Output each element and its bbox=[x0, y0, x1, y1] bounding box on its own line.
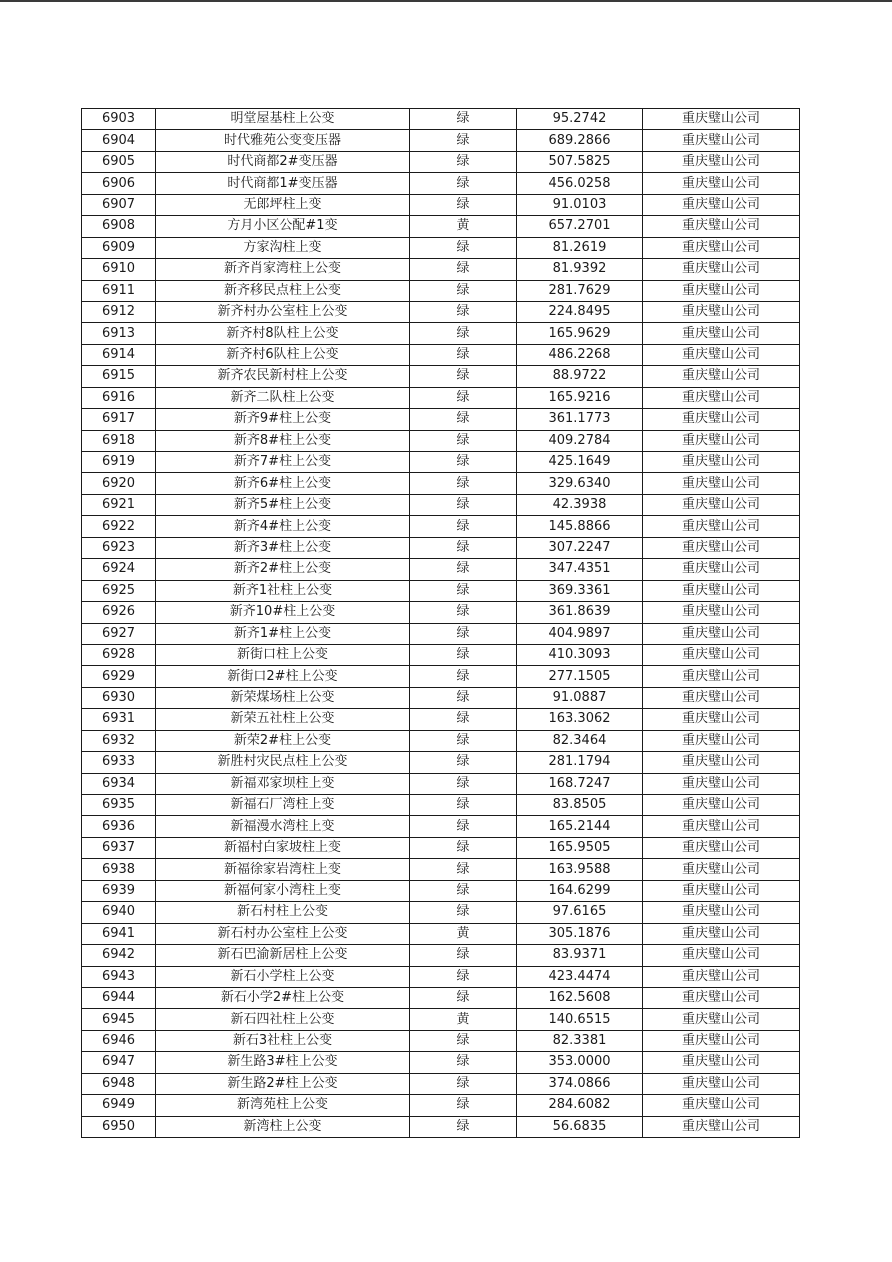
company-cell: 重庆璧山公司 bbox=[643, 323, 800, 344]
row-id-cell: 6915 bbox=[82, 366, 156, 387]
status-cell: 绿 bbox=[410, 730, 517, 751]
value-cell: 165.9216 bbox=[517, 387, 643, 408]
row-id-cell: 6944 bbox=[82, 987, 156, 1008]
company-cell: 重庆璧山公司 bbox=[643, 987, 800, 1008]
table-row bbox=[82, 816, 800, 837]
transformer-name-cell: 新街口柱上公变 bbox=[156, 644, 410, 665]
transformer-name-cell: 新生路2#柱上公变 bbox=[156, 1073, 410, 1094]
value-cell: 163.3062 bbox=[517, 709, 643, 730]
status-cell: 绿 bbox=[410, 945, 517, 966]
status-cell: 绿 bbox=[410, 173, 517, 194]
value-cell: 140.6515 bbox=[517, 1009, 643, 1030]
value-cell: 329.6340 bbox=[517, 473, 643, 494]
value-cell: 88.9722 bbox=[517, 366, 643, 387]
status-cell: 绿 bbox=[410, 816, 517, 837]
company-cell: 重庆璧山公司 bbox=[643, 344, 800, 365]
company-cell: 重庆璧山公司 bbox=[643, 1009, 800, 1030]
value-cell: 486.2268 bbox=[517, 344, 643, 365]
table-row bbox=[82, 430, 800, 451]
status-cell: 绿 bbox=[410, 344, 517, 365]
value-cell: 42.3938 bbox=[517, 494, 643, 515]
row-id-cell: 6941 bbox=[82, 923, 156, 944]
table-row bbox=[82, 666, 800, 687]
value-cell: 369.3361 bbox=[517, 580, 643, 601]
row-id-cell: 6920 bbox=[82, 473, 156, 494]
transformer-name-cell: 新石村办公室柱上公变 bbox=[156, 923, 410, 944]
table-row bbox=[82, 1116, 800, 1137]
table-row bbox=[82, 623, 800, 644]
value-cell: 83.8505 bbox=[517, 795, 643, 816]
row-id-cell: 6910 bbox=[82, 259, 156, 280]
row-id-cell: 6938 bbox=[82, 859, 156, 880]
row-id-cell: 6926 bbox=[82, 602, 156, 623]
table-row bbox=[82, 644, 800, 665]
table-row bbox=[82, 559, 800, 580]
row-id-cell: 6912 bbox=[82, 301, 156, 322]
row-id-cell: 6934 bbox=[82, 773, 156, 794]
table-row bbox=[82, 752, 800, 773]
status-cell: 绿 bbox=[410, 259, 517, 280]
row-id-cell: 6908 bbox=[82, 216, 156, 237]
status-cell: 绿 bbox=[410, 752, 517, 773]
status-cell: 黄 bbox=[410, 923, 517, 944]
transformer-name-cell: 新齐2#柱上公变 bbox=[156, 559, 410, 580]
row-id-cell: 6917 bbox=[82, 409, 156, 430]
table-row bbox=[82, 237, 800, 258]
company-cell: 重庆璧山公司 bbox=[643, 752, 800, 773]
row-id-cell: 6929 bbox=[82, 666, 156, 687]
company-cell: 重庆璧山公司 bbox=[643, 1116, 800, 1137]
table-row bbox=[82, 109, 800, 130]
row-id-cell: 6947 bbox=[82, 1052, 156, 1073]
row-id-cell: 6924 bbox=[82, 559, 156, 580]
transformer-name-cell: 新石巴渝新居柱上公变 bbox=[156, 945, 410, 966]
status-cell: 绿 bbox=[410, 644, 517, 665]
row-id-cell: 6932 bbox=[82, 730, 156, 751]
table-row bbox=[82, 366, 800, 387]
status-cell: 绿 bbox=[410, 494, 517, 515]
table-row bbox=[82, 945, 800, 966]
status-cell: 绿 bbox=[410, 301, 517, 322]
table-row bbox=[82, 452, 800, 473]
value-cell: 689.2866 bbox=[517, 130, 643, 151]
status-cell: 绿 bbox=[410, 880, 517, 901]
row-id-cell: 6907 bbox=[82, 194, 156, 215]
status-cell: 绿 bbox=[410, 280, 517, 301]
value-cell: 145.8866 bbox=[517, 516, 643, 537]
table-row bbox=[82, 473, 800, 494]
table-row bbox=[82, 1052, 800, 1073]
row-id-cell: 6946 bbox=[82, 1030, 156, 1051]
table-row bbox=[82, 602, 800, 623]
table-row bbox=[82, 773, 800, 794]
row-id-cell: 6933 bbox=[82, 752, 156, 773]
row-id-cell: 6939 bbox=[82, 880, 156, 901]
row-id-cell: 6930 bbox=[82, 687, 156, 708]
value-cell: 95.2742 bbox=[517, 109, 643, 130]
value-cell: 165.9505 bbox=[517, 837, 643, 858]
status-cell: 绿 bbox=[410, 323, 517, 344]
company-cell: 重庆璧山公司 bbox=[643, 130, 800, 151]
row-id-cell: 6919 bbox=[82, 452, 156, 473]
table-row bbox=[82, 1030, 800, 1051]
table-row bbox=[82, 259, 800, 280]
row-id-cell: 6909 bbox=[82, 237, 156, 258]
table-row bbox=[82, 194, 800, 215]
row-id-cell: 6923 bbox=[82, 537, 156, 558]
transformer-name-cell: 新齐村8队柱上公变 bbox=[156, 323, 410, 344]
value-cell: 657.2701 bbox=[517, 216, 643, 237]
table-row bbox=[82, 902, 800, 923]
status-cell: 绿 bbox=[410, 366, 517, 387]
row-id-cell: 6905 bbox=[82, 151, 156, 172]
status-cell: 绿 bbox=[410, 902, 517, 923]
value-cell: 456.0258 bbox=[517, 173, 643, 194]
company-cell: 重庆璧山公司 bbox=[643, 387, 800, 408]
row-id-cell: 6904 bbox=[82, 130, 156, 151]
company-cell: 重庆璧山公司 bbox=[643, 602, 800, 623]
value-cell: 425.1649 bbox=[517, 452, 643, 473]
value-cell: 410.3093 bbox=[517, 644, 643, 665]
value-cell: 82.3464 bbox=[517, 730, 643, 751]
table-row bbox=[82, 880, 800, 901]
transformer-name-cell: 新齐3#柱上公变 bbox=[156, 537, 410, 558]
status-cell: 绿 bbox=[410, 709, 517, 730]
status-cell: 绿 bbox=[410, 109, 517, 130]
transformer-name-cell: 新石村柱上公变 bbox=[156, 902, 410, 923]
company-cell: 重庆璧山公司 bbox=[643, 109, 800, 130]
transformer-name-cell: 方家沟柱上变 bbox=[156, 237, 410, 258]
transformer-name-cell: 新石3社柱上公变 bbox=[156, 1030, 410, 1051]
transformer-name-cell: 新齐二队柱上公变 bbox=[156, 387, 410, 408]
status-cell: 绿 bbox=[410, 151, 517, 172]
row-id-cell: 6935 bbox=[82, 795, 156, 816]
table-row bbox=[82, 130, 800, 151]
status-cell: 绿 bbox=[410, 1073, 517, 1094]
company-cell: 重庆璧山公司 bbox=[643, 430, 800, 451]
transformer-name-cell: 新齐7#柱上公变 bbox=[156, 452, 410, 473]
transformer-name-cell: 方月小区公配#1变 bbox=[156, 216, 410, 237]
row-id-cell: 6945 bbox=[82, 1009, 156, 1030]
status-cell: 绿 bbox=[410, 387, 517, 408]
status-cell: 绿 bbox=[410, 452, 517, 473]
company-cell: 重庆璧山公司 bbox=[643, 1095, 800, 1116]
transformer-name-cell: 无郎坪柱上变 bbox=[156, 194, 410, 215]
transformer-name-cell: 时代雅苑公变变压器 bbox=[156, 130, 410, 151]
row-id-cell: 6927 bbox=[82, 623, 156, 644]
status-cell: 绿 bbox=[410, 516, 517, 537]
value-cell: 97.6165 bbox=[517, 902, 643, 923]
status-cell: 绿 bbox=[410, 194, 517, 215]
company-cell: 重庆璧山公司 bbox=[643, 537, 800, 558]
transformer-name-cell: 新福石厂湾柱上变 bbox=[156, 795, 410, 816]
table-row bbox=[82, 795, 800, 816]
value-cell: 162.5608 bbox=[517, 987, 643, 1008]
company-cell: 重庆璧山公司 bbox=[643, 730, 800, 751]
table-row bbox=[82, 1073, 800, 1094]
table-body bbox=[82, 109, 800, 1138]
transformer-name-cell: 新街口2#柱上公变 bbox=[156, 666, 410, 687]
row-id-cell: 6911 bbox=[82, 280, 156, 301]
company-cell: 重庆璧山公司 bbox=[643, 644, 800, 665]
company-cell: 重庆璧山公司 bbox=[643, 795, 800, 816]
transformer-name-cell: 新荣五社柱上公变 bbox=[156, 709, 410, 730]
company-cell: 重庆璧山公司 bbox=[643, 494, 800, 515]
status-cell: 绿 bbox=[410, 1052, 517, 1073]
page-top-rule bbox=[0, 0, 892, 2]
company-cell: 重庆璧山公司 bbox=[643, 559, 800, 580]
status-cell: 绿 bbox=[410, 237, 517, 258]
transformer-name-cell: 新齐9#柱上公变 bbox=[156, 409, 410, 430]
table-row bbox=[82, 987, 800, 1008]
table-row bbox=[82, 280, 800, 301]
table-row bbox=[82, 1095, 800, 1116]
table-row bbox=[82, 923, 800, 944]
transformer-name-cell: 新石小学2#柱上公变 bbox=[156, 987, 410, 1008]
row-id-cell: 6906 bbox=[82, 173, 156, 194]
company-cell: 重庆璧山公司 bbox=[643, 902, 800, 923]
table-row bbox=[82, 859, 800, 880]
status-cell: 绿 bbox=[410, 666, 517, 687]
table-row bbox=[82, 344, 800, 365]
row-id-cell: 6936 bbox=[82, 816, 156, 837]
company-cell: 重庆璧山公司 bbox=[643, 580, 800, 601]
company-cell: 重庆璧山公司 bbox=[643, 923, 800, 944]
row-id-cell: 6903 bbox=[82, 109, 156, 130]
table-row bbox=[82, 687, 800, 708]
row-id-cell: 6925 bbox=[82, 580, 156, 601]
company-cell: 重庆璧山公司 bbox=[643, 880, 800, 901]
company-cell: 重庆璧山公司 bbox=[643, 452, 800, 473]
row-id-cell: 6922 bbox=[82, 516, 156, 537]
transformer-name-cell: 新胜村灾民点柱上公变 bbox=[156, 752, 410, 773]
value-cell: 163.9588 bbox=[517, 859, 643, 880]
row-id-cell: 6913 bbox=[82, 323, 156, 344]
table-row bbox=[82, 730, 800, 751]
company-cell: 重庆璧山公司 bbox=[643, 966, 800, 987]
transformer-name-cell: 新齐村6队柱上公变 bbox=[156, 344, 410, 365]
company-cell: 重庆璧山公司 bbox=[643, 816, 800, 837]
value-cell: 347.4351 bbox=[517, 559, 643, 580]
row-id-cell: 6916 bbox=[82, 387, 156, 408]
status-cell: 绿 bbox=[410, 687, 517, 708]
company-cell: 重庆璧山公司 bbox=[643, 301, 800, 322]
company-cell: 重庆璧山公司 bbox=[643, 151, 800, 172]
status-cell: 黄 bbox=[410, 216, 517, 237]
value-cell: 81.9392 bbox=[517, 259, 643, 280]
value-cell: 374.0866 bbox=[517, 1073, 643, 1094]
company-cell: 重庆璧山公司 bbox=[643, 1073, 800, 1094]
transformer-name-cell: 新福邓家坝柱上变 bbox=[156, 773, 410, 794]
value-cell: 91.0103 bbox=[517, 194, 643, 215]
transformer-name-cell: 新齐6#柱上公变 bbox=[156, 473, 410, 494]
company-cell: 重庆璧山公司 bbox=[643, 516, 800, 537]
status-cell: 绿 bbox=[410, 1116, 517, 1137]
table-row bbox=[82, 301, 800, 322]
transformer-name-cell: 新齐农民新村柱上公变 bbox=[156, 366, 410, 387]
company-cell: 重庆璧山公司 bbox=[643, 194, 800, 215]
company-cell: 重庆璧山公司 bbox=[643, 623, 800, 644]
status-cell: 绿 bbox=[410, 623, 517, 644]
transformer-table bbox=[81, 108, 800, 1138]
value-cell: 404.9897 bbox=[517, 623, 643, 644]
status-cell: 绿 bbox=[410, 537, 517, 558]
table-row bbox=[82, 516, 800, 537]
value-cell: 81.2619 bbox=[517, 237, 643, 258]
row-id-cell: 6937 bbox=[82, 837, 156, 858]
value-cell: 168.7247 bbox=[517, 773, 643, 794]
transformer-name-cell: 新荣煤场柱上公变 bbox=[156, 687, 410, 708]
transformer-name-cell: 新齐4#柱上公变 bbox=[156, 516, 410, 537]
value-cell: 284.6082 bbox=[517, 1095, 643, 1116]
status-cell: 绿 bbox=[410, 1095, 517, 1116]
row-id-cell: 6950 bbox=[82, 1116, 156, 1137]
status-cell: 黄 bbox=[410, 1009, 517, 1030]
value-cell: 56.6835 bbox=[517, 1116, 643, 1137]
status-cell: 绿 bbox=[410, 473, 517, 494]
company-cell: 重庆璧山公司 bbox=[643, 216, 800, 237]
value-cell: 164.6299 bbox=[517, 880, 643, 901]
row-id-cell: 6940 bbox=[82, 902, 156, 923]
transformer-name-cell: 时代商都2#变压器 bbox=[156, 151, 410, 172]
table-row bbox=[82, 537, 800, 558]
transformer-name-cell: 新福徐家岩湾柱上变 bbox=[156, 859, 410, 880]
company-cell: 重庆璧山公司 bbox=[643, 409, 800, 430]
value-cell: 82.3381 bbox=[517, 1030, 643, 1051]
company-cell: 重庆璧山公司 bbox=[643, 259, 800, 280]
row-id-cell: 6914 bbox=[82, 344, 156, 365]
transformer-name-cell: 新齐肖家湾柱上公变 bbox=[156, 259, 410, 280]
transformer-name-cell: 明堂屋基柱上公变 bbox=[156, 109, 410, 130]
transformer-name-cell: 新齐5#柱上公变 bbox=[156, 494, 410, 515]
status-cell: 绿 bbox=[410, 773, 517, 794]
transformer-name-cell: 新石四社柱上公变 bbox=[156, 1009, 410, 1030]
table-row bbox=[82, 580, 800, 601]
transformer-name-cell: 新荣2#柱上公变 bbox=[156, 730, 410, 751]
status-cell: 绿 bbox=[410, 1030, 517, 1051]
row-id-cell: 6931 bbox=[82, 709, 156, 730]
company-cell: 重庆璧山公司 bbox=[643, 280, 800, 301]
value-cell: 165.9629 bbox=[517, 323, 643, 344]
company-cell: 重庆璧山公司 bbox=[643, 687, 800, 708]
transformer-name-cell: 新齐村办公室柱上公变 bbox=[156, 301, 410, 322]
table-row bbox=[82, 409, 800, 430]
transformer-name-cell: 新齐1#柱上公变 bbox=[156, 623, 410, 644]
row-id-cell: 6928 bbox=[82, 644, 156, 665]
value-cell: 165.2144 bbox=[517, 816, 643, 837]
row-id-cell: 6948 bbox=[82, 1073, 156, 1094]
transformer-name-cell: 新湾苑柱上公变 bbox=[156, 1095, 410, 1116]
row-id-cell: 6949 bbox=[82, 1095, 156, 1116]
value-cell: 83.9371 bbox=[517, 945, 643, 966]
company-cell: 重庆璧山公司 bbox=[643, 173, 800, 194]
row-id-cell: 6943 bbox=[82, 966, 156, 987]
company-cell: 重庆璧山公司 bbox=[643, 1030, 800, 1051]
status-cell: 绿 bbox=[410, 409, 517, 430]
row-id-cell: 6921 bbox=[82, 494, 156, 515]
status-cell: 绿 bbox=[410, 859, 517, 880]
value-cell: 361.1773 bbox=[517, 409, 643, 430]
status-cell: 绿 bbox=[410, 795, 517, 816]
status-cell: 绿 bbox=[410, 987, 517, 1008]
transformer-name-cell: 时代商都1#变压器 bbox=[156, 173, 410, 194]
transformer-name-cell: 新石小学柱上公变 bbox=[156, 966, 410, 987]
company-cell: 重庆璧山公司 bbox=[643, 237, 800, 258]
company-cell: 重庆璧山公司 bbox=[643, 366, 800, 387]
status-cell: 绿 bbox=[410, 580, 517, 601]
company-cell: 重庆璧山公司 bbox=[643, 773, 800, 794]
status-cell: 绿 bbox=[410, 430, 517, 451]
transformer-name-cell: 新福村白家坡柱上变 bbox=[156, 837, 410, 858]
table-row bbox=[82, 837, 800, 858]
company-cell: 重庆璧山公司 bbox=[643, 666, 800, 687]
status-cell: 绿 bbox=[410, 130, 517, 151]
status-cell: 绿 bbox=[410, 602, 517, 623]
table-row bbox=[82, 216, 800, 237]
status-cell: 绿 bbox=[410, 966, 517, 987]
value-cell: 507.5825 bbox=[517, 151, 643, 172]
value-cell: 281.1794 bbox=[517, 752, 643, 773]
transformer-name-cell: 新福何家小湾柱上变 bbox=[156, 880, 410, 901]
transformer-name-cell: 新齐8#柱上公变 bbox=[156, 430, 410, 451]
company-cell: 重庆璧山公司 bbox=[643, 945, 800, 966]
transformer-name-cell: 新湾柱上公变 bbox=[156, 1116, 410, 1137]
table-row bbox=[82, 151, 800, 172]
value-cell: 91.0887 bbox=[517, 687, 643, 708]
transformer-name-cell: 新福漫水湾柱上变 bbox=[156, 816, 410, 837]
company-cell: 重庆璧山公司 bbox=[643, 709, 800, 730]
table-row bbox=[82, 323, 800, 344]
row-id-cell: 6942 bbox=[82, 945, 156, 966]
transformer-name-cell: 新齐1社柱上公变 bbox=[156, 580, 410, 601]
table-row bbox=[82, 494, 800, 515]
value-cell: 224.8495 bbox=[517, 301, 643, 322]
status-cell: 绿 bbox=[410, 837, 517, 858]
transformer-name-cell: 新齐移民点柱上公变 bbox=[156, 280, 410, 301]
company-cell: 重庆璧山公司 bbox=[643, 1052, 800, 1073]
row-id-cell: 6918 bbox=[82, 430, 156, 451]
table-row bbox=[82, 966, 800, 987]
value-cell: 353.0000 bbox=[517, 1052, 643, 1073]
company-cell: 重庆璧山公司 bbox=[643, 837, 800, 858]
transformer-name-cell: 新生路3#柱上公变 bbox=[156, 1052, 410, 1073]
value-cell: 423.4474 bbox=[517, 966, 643, 987]
company-cell: 重庆璧山公司 bbox=[643, 859, 800, 880]
value-cell: 307.2247 bbox=[517, 537, 643, 558]
table-row bbox=[82, 173, 800, 194]
value-cell: 361.8639 bbox=[517, 602, 643, 623]
company-cell: 重庆璧山公司 bbox=[643, 473, 800, 494]
value-cell: 305.1876 bbox=[517, 923, 643, 944]
transformer-name-cell: 新齐10#柱上公变 bbox=[156, 602, 410, 623]
table-row bbox=[82, 709, 800, 730]
table-row bbox=[82, 387, 800, 408]
status-cell: 绿 bbox=[410, 559, 517, 580]
value-cell: 409.2784 bbox=[517, 430, 643, 451]
table-row bbox=[82, 1009, 800, 1030]
value-cell: 281.7629 bbox=[517, 280, 643, 301]
value-cell: 277.1505 bbox=[517, 666, 643, 687]
